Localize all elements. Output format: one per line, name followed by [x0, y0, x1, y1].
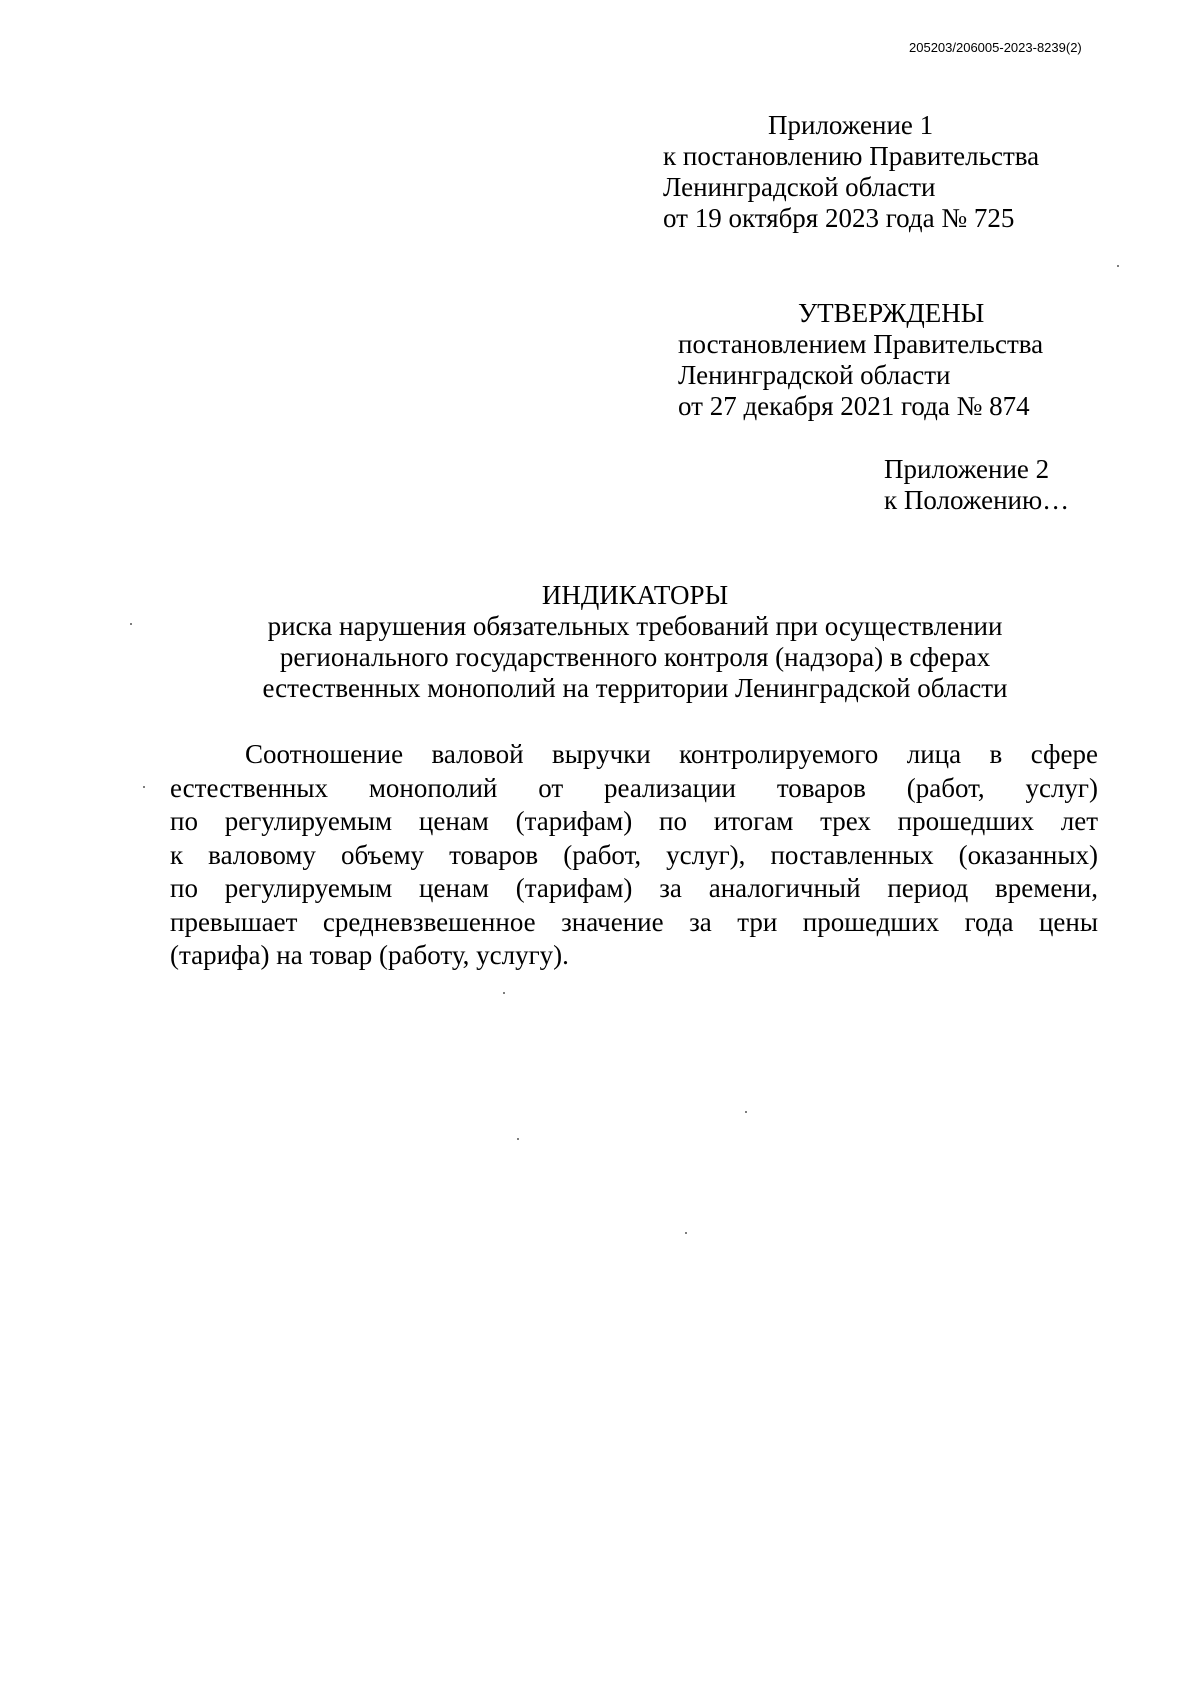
appendix-1-line: к постановлению Правительства: [663, 141, 1040, 171]
approved-line: Ленинградской области: [678, 360, 951, 390]
scan-speck: [130, 623, 132, 625]
approved-date: от 27 декабря 2021 года № 874: [678, 391, 1030, 421]
scan-speck: [503, 992, 505, 994]
body-line: к валовому объему товаров (работ, услуг), поставленных (оказанных): [170, 839, 1098, 870]
appendix-2-header: [884, 454, 1069, 516]
body-line: по регулируемым ценам (тарифам) за аналогичный период времени,: [170, 873, 1098, 903]
scan-speck: [685, 1232, 687, 1234]
body-line: Соотношение валовой выручки контролируемого лица в сфере: [245, 739, 1098, 769]
body-line: по регулируемым ценам (тарифам) по итогам трех прошедших лет: [170, 806, 1098, 836]
appendix-1-title: Приложение 1: [768, 110, 934, 140]
document-subtitle-line: риска нарушения обязательных требований при осуществлении: [267, 611, 1003, 641]
document-title-block: [0, 580, 1200, 704]
scan-speck: [517, 1138, 519, 1140]
document-heading: ИНДИКАТОРЫ: [541, 580, 729, 610]
document-subtitle-line: естественных монополий на территории Ленинградской области: [262, 673, 1008, 703]
body-paragraph: [170, 738, 1098, 973]
approved-header: [678, 298, 1043, 422]
body-line: (тарифа) на товар (работу, услугу).: [170, 940, 569, 970]
approved-title: УТВЕРЖДЕНЫ: [798, 298, 985, 328]
approved-line: постановлением Правительства: [678, 329, 1044, 359]
appendix-1-line: Ленинградской области: [663, 172, 936, 202]
appendix-2-title: Приложение 2: [884, 454, 1050, 484]
appendix-2-line: к Положению…: [884, 485, 1070, 515]
scan-speck: [143, 786, 145, 788]
scan-speck: [745, 1111, 747, 1113]
body-line: превышает средневзвешенное значение за три прошедших года цены: [170, 906, 1098, 937]
document-subtitle-line: регионального государственного контроля (надзора) в сферах: [279, 642, 991, 672]
appendix-1-date: от 19 октября 2023 года № 725: [663, 203, 1015, 233]
document-registration-number: 205203/206005-2023-8239(2): [909, 40, 1082, 55]
body-line: естественных монополий от реализации товаров (работ, услуг): [170, 772, 1098, 803]
scan-speck: [1117, 265, 1119, 267]
appendix-1-header: [663, 110, 1039, 234]
